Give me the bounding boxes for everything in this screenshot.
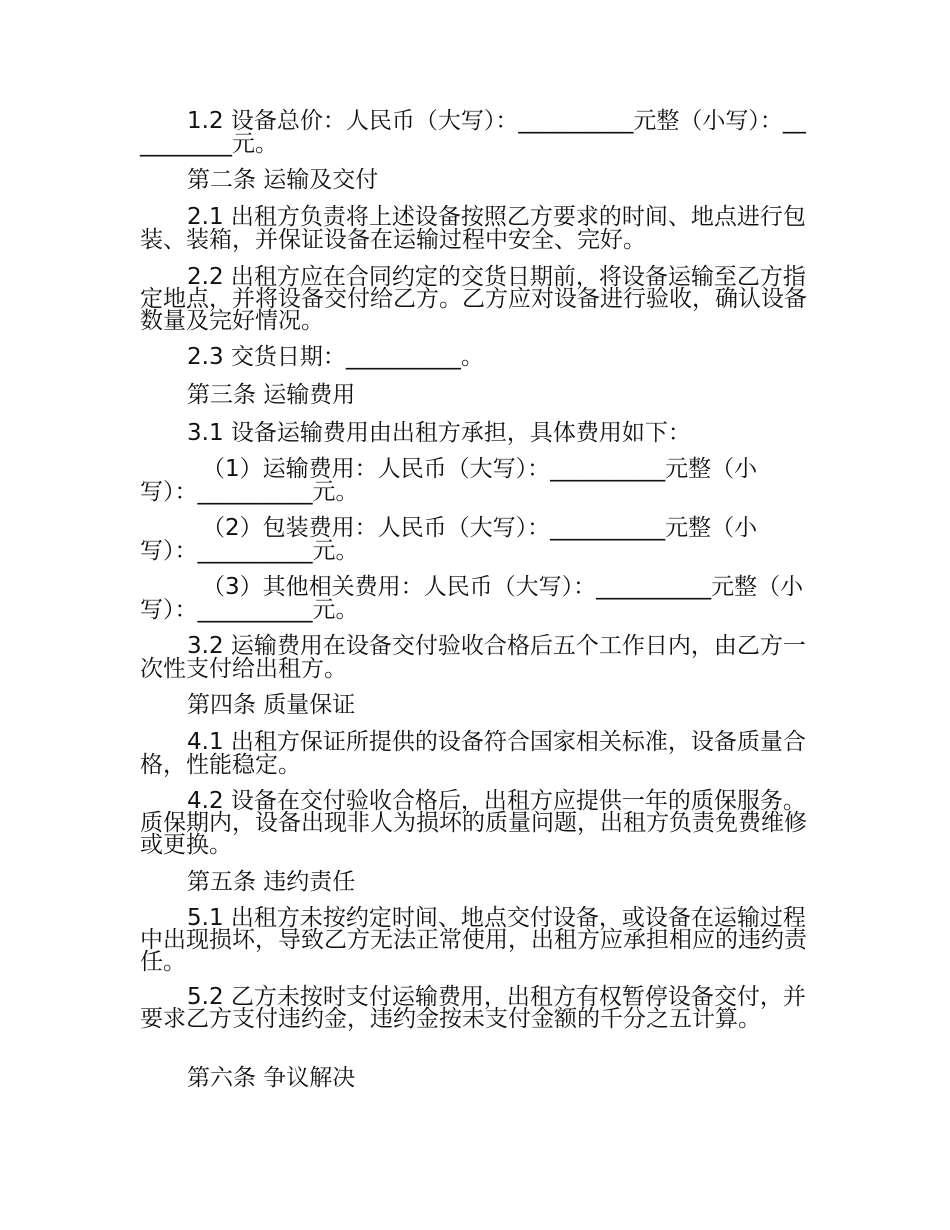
clause-5-2: 5.2 乙方未按时支付运输费用，出租方有权暂停设备交付，并要求乙方支付违约金，违约金按未支付金额的千分之五计算。 bbox=[140, 984, 806, 1032]
clause-3-1-item-2: （2）包装费用：人民币（大写）：__________元整（小写）：__________元。 bbox=[140, 515, 758, 564]
clause-1-2: 1.2 设备总价：人民币（大写）：__________元整（小写）：__________元。 bbox=[140, 108, 806, 157]
clause-3-1: 3.1 设备运输费用由出租方承担，具体费用如下： bbox=[187, 420, 691, 446]
clause-2-2: 2.2 出租方应在合同约定的交货日期前，将设备运输至乙方指定地点，并将设备交付给乙方。乙方应对设备进行验收，确认设备数量及完好情况。 bbox=[140, 264, 807, 334]
clause-5-1: 5.1 出租方未按约定时间、地点交付设备，或设备在运输过程中出现损坏，导致乙方无法正常使用，出租方应承担相应的违约责任。 bbox=[140, 905, 807, 975]
clause-3-2: 3.2 运输费用在设备交付验收合格后五个工作日内，由乙方一次性支付给出租方。 bbox=[140, 633, 806, 682]
clause-3-1-item-3: （3）其他相关费用：人民币（大写）：__________元整（小写）：__________元。 bbox=[140, 574, 804, 623]
article-3-heading: 第三条 运输费用 bbox=[187, 382, 356, 408]
article-6-heading: 第六条 争议解决 bbox=[187, 1065, 356, 1091]
article-5-heading: 第五条 违约责任 bbox=[187, 869, 356, 895]
article-2-heading: 第二条 运输及交付 bbox=[187, 167, 379, 193]
clause-2-3: 2.3 交货日期：__________。 bbox=[187, 344, 484, 370]
article-4-heading: 第四条 质量保证 bbox=[187, 692, 356, 718]
clause-4-2: 4.2 设备在交付验收合格后，出租方应提供一年的质保服务。质保期内，设备出现非人为损坏的质量问题，出租方负责免费维修或更换。 bbox=[140, 788, 807, 858]
clause-2-1: 2.1 出租方负责将上述设备按照乙方要求的时间、地点进行包装、装箱，并保证设备在运输过程中安全、完好。 bbox=[140, 204, 806, 253]
clause-3-1-item-1: （1）运输费用：人民币（大写）：__________元整（小写）：__________元。 bbox=[140, 456, 758, 505]
clause-4-1: 4.1 出租方保证所提供的设备符合国家相关标准，设备质量合格，性能稳定。 bbox=[140, 729, 806, 778]
